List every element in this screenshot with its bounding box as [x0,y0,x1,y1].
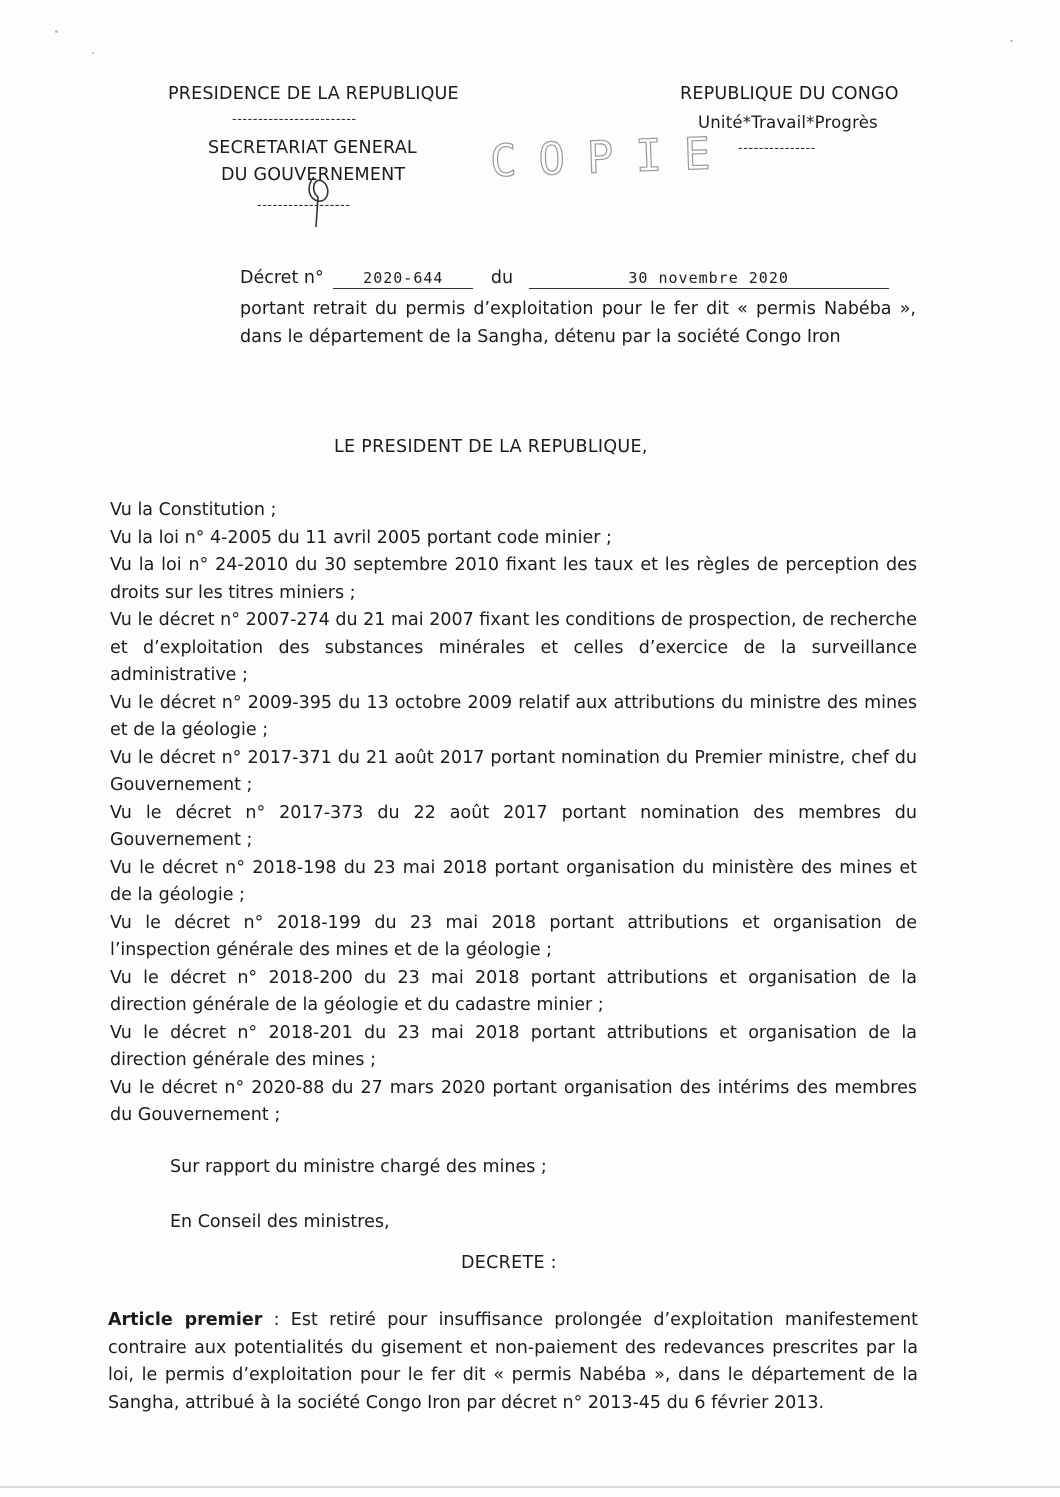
visa-item: Vu le décret n° 2018-201 du 23 mai 2018 portant attributions et organisation de la direction générale des mines ; [110,1022,917,1070]
decree-date: 30 novembre 2020 [529,268,889,289]
header-dashes-3: --------------- [738,141,816,156]
conseil-line: En Conseil des ministres, [170,1212,390,1232]
article-paragraph [108,1307,918,1417]
decree-number: 2020-644 [333,268,473,289]
visa-item: Vu le décret n° 2018-199 du 23 mai 2018 portant attributions et organisation de l’inspection générale des mines et de la géologie ; [110,912,917,960]
visa-item: Vu la Constitution ; [110,500,277,520]
visa-item: Vu le décret n° 2017-373 du 22 août 2017 portant nomination des membres du Gouvernement ; [110,802,917,850]
visa-item: Vu le décret n° 2017-371 du 21 août 2017 portant nomination du Premier ministre, chef du Gouvernement ; [110,747,917,795]
scan-speck [55,30,58,33]
handwritten-initial-icon [300,165,340,235]
visa-item: Vu le décret n° 2018-200 du 23 mai 2018 portant attributions et organisation de la direction générale de la géologie et du cadastre minier ; [110,967,917,1015]
copie-stamp: COPIE [489,127,734,188]
header-secretariat: SECRETARIAT GENERAL [208,138,417,158]
scan-speck [1010,40,1013,42]
article-label: Article premier [108,1310,263,1330]
scan-speck [92,52,94,54]
header-gouvernement: DU GOUVERNEMENT [221,165,406,185]
visas-list [110,497,917,1130]
scan-edge [0,1486,1060,1488]
header-republique: REPUBLIQUE DU CONGO [680,84,899,104]
article-text: : Est retiré pour insuffisance prolongée d’exploitation manifestement contraire aux potentialités du gisement et non-paiement des redevances prescrites par la loi, le permis d’exploitation pour le fer dit « permis Nabéba », dans le département de la Sangha, attribué à la société Congo Iron par décret n° 2013-45 du 6 février 2013. [108,1310,918,1413]
decrete-heading: DECRETE : [461,1253,557,1273]
decree-du: du [490,268,514,288]
visa-item: Vu la loi n° 4-2005 du 11 avril 2005 portant code minier ; [110,527,612,548]
visa-item: Vu le décret n° 2020-88 du 27 mars 2020 portant organisation des intérims des membres du Gouvernement ; [110,1077,917,1125]
decree-prefix: Décret n° [240,268,324,288]
visa-item: Vu le décret n° 2018-198 du 23 mai 2018 portant organisation du ministère des mines et de la géologie ; [110,857,917,905]
article-premier [108,1307,918,1417]
header-presidence: PRESIDENCE DE LA REPUBLIQUE [168,84,459,104]
header-dashes-2: ------------------ [257,198,351,213]
visa-item: Vu le décret n° 2009-395 du 13 octobre 2009 relatif aux attributions du ministre des mines et de la géologie ; [110,692,917,740]
header-devise: Unité*Travail*Progrès [698,113,878,132]
header-dashes-1: ------------------------ [232,112,357,127]
president-title: LE PRESIDENT DE LA REPUBLIQUE, [334,437,648,457]
visa-item: Vu le décret n° 2007-274 du 21 mai 2007 fixant les conditions de prospection, de recherche et d’exploitation des substances minérales et celles d’exercice de la surveillance administrative ; [110,610,917,685]
decree-number-line [240,268,889,289]
decree-subject: portant retrait du permis d’exploitation pour le fer dit « permis Nabéba », dans le département de la Sangha, détenu par la société Congo Iron [240,299,916,347]
rapport-line: Sur rapport du ministre chargé des mines ; [170,1157,547,1177]
visa-item: Vu la loi n° 24-2010 du 30 septembre 2010 fixant les taux et les règles de perception des droits sur les titres miniers ; [110,555,917,603]
